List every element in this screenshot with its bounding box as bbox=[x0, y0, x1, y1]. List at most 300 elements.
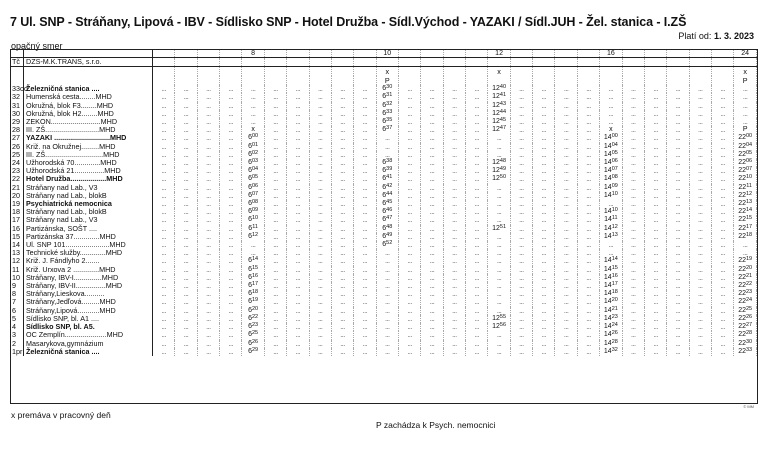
departure-cell: ... bbox=[533, 216, 555, 224]
departure-cell: ... bbox=[331, 93, 353, 101]
departure-cell: ... bbox=[220, 315, 242, 323]
departure-cell: $22^{21}$ bbox=[734, 274, 757, 282]
departure-cell: ... bbox=[466, 307, 488, 315]
departure-cell: ... bbox=[354, 331, 376, 339]
departure-cell: ... bbox=[644, 241, 666, 249]
departure-cell: ... bbox=[555, 102, 577, 110]
departure-cell: ... bbox=[577, 85, 599, 93]
timetable-row bbox=[11, 134, 757, 142]
departure-cell: ... bbox=[376, 143, 398, 151]
departure-cell: ... bbox=[644, 208, 666, 216]
departure-cell: ... bbox=[689, 151, 711, 159]
departure-cell: ... bbox=[331, 167, 353, 175]
departure-cell: ... bbox=[667, 282, 689, 290]
operator-cell-3 bbox=[197, 58, 219, 67]
symbol-cell-11: x bbox=[376, 67, 398, 77]
departure-cell: $6^{14}$ bbox=[242, 257, 264, 265]
departure-cell: ... bbox=[466, 331, 488, 339]
departure-cell: $6^{48}$ bbox=[376, 225, 398, 233]
symbol-row-2 bbox=[11, 76, 757, 85]
departure-cell: ... bbox=[309, 257, 331, 265]
departure-cell: ... bbox=[331, 340, 353, 348]
departure-cell: ... bbox=[644, 216, 666, 224]
departure-cell: ... bbox=[510, 340, 532, 348]
departure-cell: ... bbox=[622, 143, 644, 151]
row-km: 2 bbox=[11, 340, 24, 348]
departure-cell: ... bbox=[264, 298, 286, 306]
departure-cell: ... bbox=[264, 175, 286, 183]
departure-cell: ... bbox=[398, 184, 420, 192]
departure-cell: ... bbox=[443, 102, 465, 110]
departure-cell: ... bbox=[466, 348, 488, 356]
departure-cell: ... bbox=[466, 110, 488, 118]
departure-cell: ... bbox=[309, 110, 331, 118]
departure-cell: ... bbox=[398, 118, 420, 126]
stop-name: Stráňany nad Lab., V3 bbox=[24, 184, 153, 192]
departure-cell: ... bbox=[689, 340, 711, 348]
departure-cell: $6^{11}$ bbox=[242, 225, 264, 233]
departure-cell: ... bbox=[264, 192, 286, 200]
departure-cell: $6^{06}$ bbox=[242, 184, 264, 192]
departure-cell: ... bbox=[421, 184, 443, 192]
departure-cell: ... bbox=[644, 315, 666, 323]
departure-cell: $14^{10}$ bbox=[600, 192, 622, 200]
departure-cell: ... bbox=[331, 241, 353, 249]
departure-cell: ... bbox=[577, 340, 599, 348]
stop-name: YAZAKI ............................MHD bbox=[24, 134, 153, 142]
departure-cell: ... bbox=[175, 225, 197, 233]
departure-cell: ... bbox=[555, 110, 577, 118]
departure-cell: ... bbox=[287, 331, 309, 339]
departure-cell: ... bbox=[354, 184, 376, 192]
departure-cell: ... bbox=[533, 348, 555, 356]
departure-cell: ... bbox=[577, 257, 599, 265]
departure-cell: ... bbox=[398, 307, 420, 315]
departure-cell: ... bbox=[667, 184, 689, 192]
departure-cell: ... bbox=[398, 274, 420, 282]
symbol-cell-17 bbox=[510, 67, 532, 77]
departure-cell: ... bbox=[466, 85, 488, 93]
departure-cell: ... bbox=[577, 126, 599, 134]
stop-name: Železničná stanica .... bbox=[24, 85, 153, 93]
timetable-row bbox=[11, 257, 757, 265]
departure-cell: ... bbox=[153, 159, 175, 167]
departure-cell: ... bbox=[331, 323, 353, 331]
departure-cell: $22^{25}$ bbox=[734, 307, 757, 315]
departure-cell: ... bbox=[533, 241, 555, 249]
departure-cell: ... bbox=[197, 348, 219, 356]
departure-cell: $22^{05}$ bbox=[734, 151, 757, 159]
departure-cell: ... bbox=[197, 233, 219, 241]
departure-cell: ... bbox=[443, 159, 465, 167]
departure-cell: ... bbox=[153, 315, 175, 323]
departure-cell: ... bbox=[220, 274, 242, 282]
departure-cell: ... bbox=[220, 85, 242, 93]
departure-cell: ... bbox=[309, 298, 331, 306]
departure-cell: ... bbox=[533, 307, 555, 315]
departure-cell: ... bbox=[577, 167, 599, 175]
departure-cell: ... bbox=[309, 192, 331, 200]
departure-cell: ... bbox=[331, 175, 353, 183]
departure-cell: $14^{12}$ bbox=[600, 225, 622, 233]
departure-cell: ... bbox=[555, 257, 577, 265]
departure-cell: ... bbox=[533, 126, 555, 134]
departure-cell: ... bbox=[376, 274, 398, 282]
departure-cell: $6^{30}$ bbox=[376, 85, 398, 93]
departure-cell: ... bbox=[220, 110, 242, 118]
operator-cell-15 bbox=[466, 58, 488, 67]
departure-cell: ... bbox=[242, 118, 264, 126]
operator-cell-27 bbox=[734, 58, 757, 67]
departure-cell: ... bbox=[689, 274, 711, 282]
departure-cell: ... bbox=[287, 266, 309, 274]
stop-name: Užhorodská 70.............MHD bbox=[24, 159, 153, 167]
departure-cell: $22^{23}$ bbox=[734, 290, 757, 298]
departure-cell: ... bbox=[220, 290, 242, 298]
row-km: 5 bbox=[11, 315, 24, 323]
symbol-cell-22 bbox=[622, 67, 644, 77]
departure-cell: ... bbox=[443, 331, 465, 339]
departure-cell: ... bbox=[331, 233, 353, 241]
operator-cell-6 bbox=[264, 58, 286, 67]
departure-cell: ... bbox=[689, 102, 711, 110]
departure-cell: ... bbox=[331, 274, 353, 282]
departure-cell: ... bbox=[398, 208, 420, 216]
row-km: 22 bbox=[11, 175, 24, 183]
departure-cell: ... bbox=[644, 85, 666, 93]
departure-cell: ... bbox=[488, 192, 510, 200]
departure-cell: ... bbox=[354, 233, 376, 241]
departure-cell: ... bbox=[577, 274, 599, 282]
stop-name: Partizánska, SOŠT .... bbox=[24, 225, 153, 233]
departure-cell: ... bbox=[622, 167, 644, 175]
departure-cell: ... bbox=[175, 200, 197, 208]
departure-cell: ... bbox=[197, 192, 219, 200]
row-km: 18 bbox=[11, 208, 24, 216]
departure-cell: ... bbox=[309, 241, 331, 249]
departure-cell: ... bbox=[220, 241, 242, 249]
departure-cell: ... bbox=[376, 151, 398, 159]
departure-cell: ... bbox=[354, 323, 376, 331]
departure-cell: ... bbox=[331, 126, 353, 134]
symbol-cell-24 bbox=[667, 67, 689, 77]
departure-cell: ... bbox=[711, 290, 733, 298]
departure-cell: ... bbox=[577, 143, 599, 151]
departure-cell: $14^{21}$ bbox=[600, 307, 622, 315]
departure-cell: ... bbox=[466, 257, 488, 265]
departure-cell: ... bbox=[309, 290, 331, 298]
departure-cell: ... bbox=[398, 85, 420, 93]
validity-date: 1. 3. 2023 bbox=[713, 31, 754, 41]
departure-cell: ... bbox=[711, 110, 733, 118]
operator-cell-26 bbox=[711, 58, 733, 67]
departure-cell: ... bbox=[644, 200, 666, 208]
departure-cell: ... bbox=[287, 315, 309, 323]
departure-cell: ... bbox=[577, 331, 599, 339]
departure-cell: ... bbox=[555, 331, 577, 339]
departure-cell: ... bbox=[689, 298, 711, 306]
departure-cell: ... bbox=[287, 225, 309, 233]
departure-cell: ... bbox=[555, 290, 577, 298]
departure-cell: ... bbox=[264, 233, 286, 241]
operator-cell-8 bbox=[309, 58, 331, 67]
departure-cell: ... bbox=[197, 307, 219, 315]
departure-cell: $6^{31}$ bbox=[376, 93, 398, 101]
departure-cell: ... bbox=[220, 298, 242, 306]
departure-cell: ... bbox=[197, 266, 219, 274]
departure-cell: ... bbox=[622, 298, 644, 306]
departure-cell: ... bbox=[331, 151, 353, 159]
stop-name: Sídlisko SNP, bl. A5. bbox=[24, 323, 153, 331]
departure-cell: ... bbox=[376, 249, 398, 257]
departure-cell: ... bbox=[555, 93, 577, 101]
departure-cell: ... bbox=[533, 249, 555, 257]
departure-cell: ... bbox=[354, 307, 376, 315]
operator-cell-18 bbox=[533, 58, 555, 67]
departure-cell: ... bbox=[309, 184, 331, 192]
departure-cell: $12^{41}$ bbox=[488, 93, 510, 101]
departure-cell: ... bbox=[220, 331, 242, 339]
timetable-row bbox=[11, 298, 757, 306]
departure-cell: ... bbox=[175, 175, 197, 183]
departure-cell: ... bbox=[533, 85, 555, 93]
departure-cell: ... bbox=[711, 249, 733, 257]
departure-cell: ... bbox=[309, 348, 331, 356]
departure-cell: ... bbox=[398, 282, 420, 290]
departure-cell: ... bbox=[711, 274, 733, 282]
departure-cell: ... bbox=[354, 192, 376, 200]
departure-cell: ... bbox=[555, 167, 577, 175]
departure-cell: ... bbox=[153, 93, 175, 101]
operator-cell-22 bbox=[622, 58, 644, 67]
departure-cell: ... bbox=[555, 184, 577, 192]
departure-cell: ... bbox=[443, 175, 465, 183]
departure-cell: $14^{00}$ bbox=[600, 134, 622, 142]
departure-cell: $6^{19}$ bbox=[242, 298, 264, 306]
departure-cell: ... bbox=[197, 184, 219, 192]
departure-cell: ... bbox=[287, 192, 309, 200]
departure-cell: ... bbox=[689, 93, 711, 101]
departure-cell: ... bbox=[443, 340, 465, 348]
departure-cell: ... bbox=[510, 126, 532, 134]
departure-cell: $22^{04}$ bbox=[734, 143, 757, 151]
validity-info bbox=[678, 31, 754, 41]
departure-cell: ... bbox=[555, 143, 577, 151]
departure-cell: ... bbox=[175, 167, 197, 175]
departure-cell: ... bbox=[175, 208, 197, 216]
departure-cell: ... bbox=[443, 216, 465, 224]
departure-cell: ... bbox=[287, 102, 309, 110]
departure-cell: ... bbox=[711, 102, 733, 110]
departure-cell: ... bbox=[443, 290, 465, 298]
departure-cell: ... bbox=[153, 134, 175, 142]
departure-cell: ... bbox=[466, 192, 488, 200]
timetable-row bbox=[11, 151, 757, 159]
departure-cell: ... bbox=[600, 85, 622, 93]
departure-cell: ... bbox=[510, 274, 532, 282]
departure-cell: ... bbox=[354, 249, 376, 257]
departure-cell: ... bbox=[220, 225, 242, 233]
column-number-9 bbox=[331, 50, 353, 58]
departure-cell: ... bbox=[354, 348, 376, 356]
departure-cell: ... bbox=[711, 233, 733, 241]
departure-cell: ... bbox=[466, 167, 488, 175]
departure-cell: ... bbox=[667, 192, 689, 200]
departure-cell: ... bbox=[354, 274, 376, 282]
column-number-4 bbox=[220, 50, 242, 58]
departure-cell: ... bbox=[533, 192, 555, 200]
departure-cell: $6^{10}$ bbox=[242, 216, 264, 224]
stop-name: Stráňany nad Lab., blokB bbox=[24, 192, 153, 200]
departure-cell: ... bbox=[689, 290, 711, 298]
departure-cell: ... bbox=[533, 175, 555, 183]
departure-cell: ... bbox=[667, 118, 689, 126]
departure-cell: ... bbox=[175, 102, 197, 110]
departure-cell: $6^{49}$ bbox=[376, 233, 398, 241]
departure-cell: $14^{17}$ bbox=[600, 282, 622, 290]
departure-cell: $14^{09}$ bbox=[600, 184, 622, 192]
departure-cell: ... bbox=[398, 257, 420, 265]
departure-cell: $12^{40}$ bbox=[488, 85, 510, 93]
departure-cell: ... bbox=[153, 298, 175, 306]
departure-cell: ... bbox=[533, 134, 555, 142]
departure-cell: ... bbox=[331, 290, 353, 298]
symbol-cell-12 bbox=[398, 67, 420, 77]
departure-cell: ... bbox=[398, 290, 420, 298]
departure-cell: ... bbox=[197, 216, 219, 224]
departure-cell: ... bbox=[264, 266, 286, 274]
departure-cell: ... bbox=[622, 241, 644, 249]
departure-cell: ... bbox=[466, 249, 488, 257]
departure-cell: $14^{07}$ bbox=[600, 167, 622, 175]
departure-cell: ... bbox=[577, 241, 599, 249]
departure-cell: $12^{50}$ bbox=[488, 175, 510, 183]
departure-cell: ... bbox=[220, 348, 242, 356]
departure-cell: ... bbox=[175, 290, 197, 298]
departure-cell: ... bbox=[398, 315, 420, 323]
departure-cell: ... bbox=[443, 241, 465, 249]
symbol-cell-25 bbox=[689, 67, 711, 77]
departure-cell: ... bbox=[197, 331, 219, 339]
row-km: 24 bbox=[11, 159, 24, 167]
departure-cell: $6^{47}$ bbox=[376, 216, 398, 224]
departure-cell: ... bbox=[533, 323, 555, 331]
departure-cell: ... bbox=[197, 126, 219, 134]
departure-cell: ... bbox=[622, 290, 644, 298]
departure-cell: ... bbox=[533, 159, 555, 167]
departure-cell: ... bbox=[398, 266, 420, 274]
departure-cell: ... bbox=[354, 290, 376, 298]
row-km: 1pr bbox=[12, 346, 23, 356]
departure-cell: ... bbox=[421, 118, 443, 126]
departure-cell: ... bbox=[689, 134, 711, 142]
departure-cell: ... bbox=[443, 93, 465, 101]
departure-cell: ... bbox=[667, 225, 689, 233]
departure-cell: ... bbox=[376, 331, 398, 339]
departure-cell: ... bbox=[175, 307, 197, 315]
departure-cell: ... bbox=[220, 102, 242, 110]
departure-cell: ... bbox=[533, 233, 555, 241]
departure-cell: ... bbox=[577, 290, 599, 298]
departure-cell: ... bbox=[622, 110, 644, 118]
departure-cell: ... bbox=[555, 85, 577, 93]
departure-cell: ... bbox=[242, 249, 264, 257]
departure-cell: $22^{18}$ bbox=[734, 233, 757, 241]
departure-cell: ... bbox=[175, 282, 197, 290]
stop-name: Križ. Urxova 2 .............MHD bbox=[24, 266, 153, 274]
timetable bbox=[10, 49, 758, 404]
departure-cell: ... bbox=[287, 110, 309, 118]
departure-cell: $22^{27}$ bbox=[734, 323, 757, 331]
departure-cell: ... bbox=[153, 200, 175, 208]
departure-cell: $12^{48}$ bbox=[488, 159, 510, 167]
departure-cell: ... bbox=[175, 118, 197, 126]
timetable-row bbox=[11, 274, 757, 282]
column-number-2 bbox=[175, 50, 197, 58]
departure-cell: $22^{14}$ bbox=[734, 208, 757, 216]
departure-cell: ... bbox=[667, 290, 689, 298]
departure-cell: $14^{14}$ bbox=[600, 257, 622, 265]
symbol-cell-4 bbox=[220, 67, 242, 77]
operator-cell-12 bbox=[398, 58, 420, 67]
departure-cell: ... bbox=[622, 323, 644, 331]
departure-cell: ... bbox=[443, 167, 465, 175]
departure-cell: ... bbox=[287, 93, 309, 101]
operator-name: DZS-M.K.TRANS, s.r.o. bbox=[24, 58, 153, 67]
departure-cell: ... bbox=[264, 274, 286, 282]
departure-cell: ... bbox=[197, 315, 219, 323]
departure-cell: $14^{08}$ bbox=[600, 175, 622, 183]
departure-cell: ... bbox=[264, 315, 286, 323]
departure-cell: ... bbox=[197, 134, 219, 142]
departure-cell: ... bbox=[354, 298, 376, 306]
departure-cell: ... bbox=[711, 241, 733, 249]
departure-cell: ... bbox=[533, 282, 555, 290]
departure-cell: ... bbox=[421, 93, 443, 101]
departure-cell: ... bbox=[555, 200, 577, 208]
departure-cell: ... bbox=[443, 184, 465, 192]
column-number-17 bbox=[510, 50, 532, 58]
departure-cell: ... bbox=[622, 348, 644, 356]
timetable-body bbox=[11, 50, 757, 356]
departure-cell: ... bbox=[734, 93, 757, 101]
departure-cell: ... bbox=[398, 151, 420, 159]
departure-cell: ... bbox=[287, 241, 309, 249]
departure-cell: ... bbox=[331, 159, 353, 167]
departure-cell: ... bbox=[175, 274, 197, 282]
departure-cell: ... bbox=[667, 102, 689, 110]
symbol-cell-3 bbox=[197, 67, 219, 77]
departure-cell: ... bbox=[220, 184, 242, 192]
departure-cell: ... bbox=[398, 175, 420, 183]
departure-cell: ... bbox=[622, 85, 644, 93]
stop-name: Psychiatrická nemocnica bbox=[24, 200, 153, 208]
departure-cell: ... bbox=[398, 143, 420, 151]
departure-cell: ... bbox=[421, 282, 443, 290]
departure-cell: ... bbox=[220, 249, 242, 257]
departure-cell: ... bbox=[331, 118, 353, 126]
departure-cell: ... bbox=[331, 110, 353, 118]
departure-cell: ... bbox=[555, 282, 577, 290]
departure-cell: ... bbox=[443, 307, 465, 315]
departure-cell: ... bbox=[711, 331, 733, 339]
departure-cell: ... bbox=[220, 307, 242, 315]
departure-cell: $6^{26}$ bbox=[242, 340, 264, 348]
departure-cell: ... bbox=[443, 266, 465, 274]
departure-cell: ... bbox=[466, 143, 488, 151]
departure-cell: ... bbox=[376, 134, 398, 142]
row-km: 10 bbox=[11, 274, 24, 282]
